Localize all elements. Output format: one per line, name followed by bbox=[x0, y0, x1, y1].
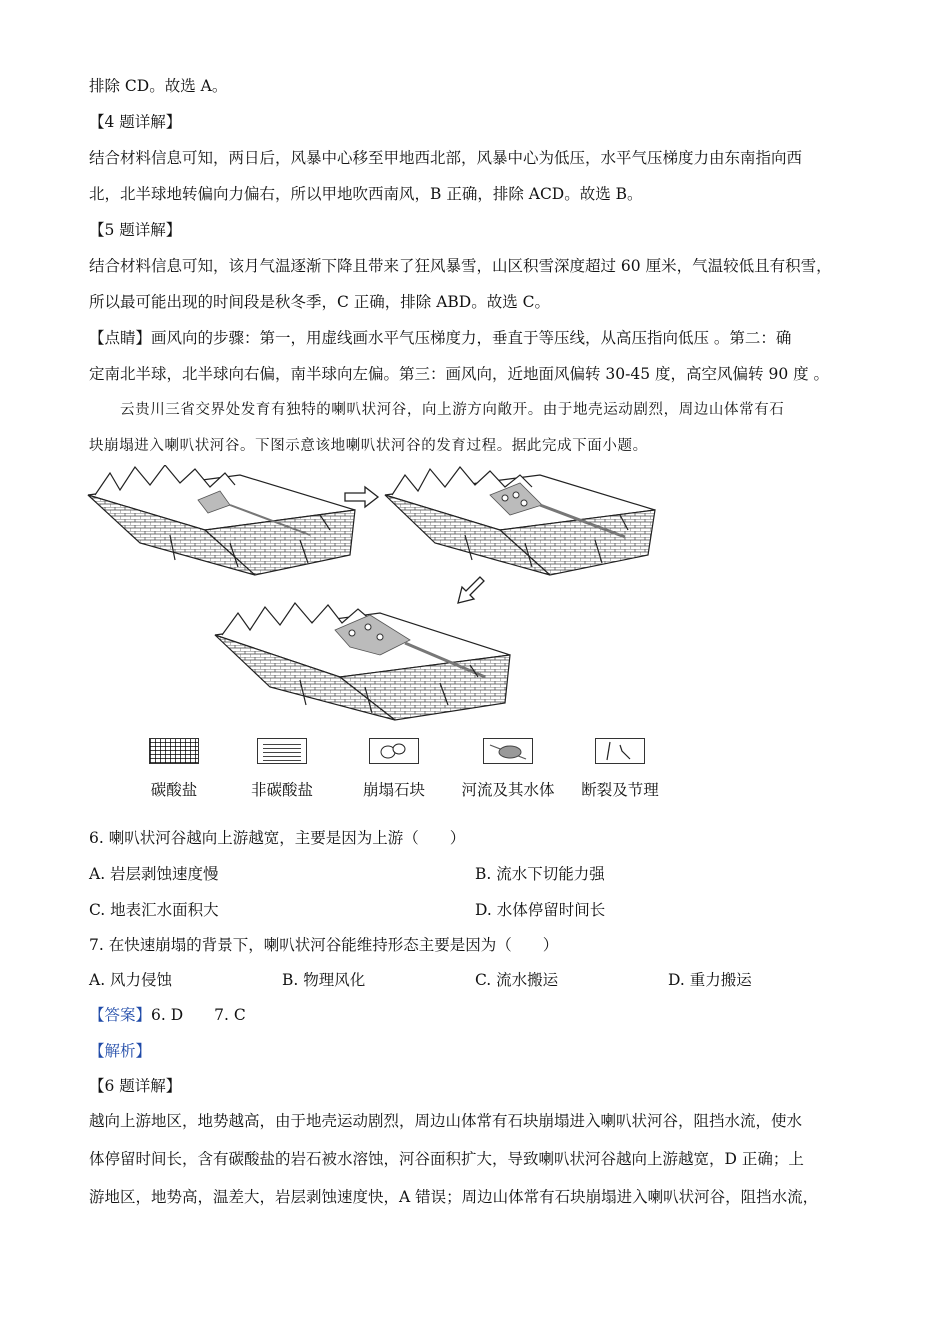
tip-line: 【点睛】画风向的步骤：第一，用虚线画水平气压梯度力，垂直于等压线，从高压指向低压 。第二：确 bbox=[89, 329, 792, 347]
intro-line: 块崩塌进入喇叭状河谷。下图示意该地喇叭状河谷的发育过程。据此完成下面小题。 bbox=[89, 438, 648, 454]
river-swatch-icon bbox=[483, 738, 533, 764]
section-heading: 【5 题详解】 bbox=[89, 221, 182, 239]
text-line: 越向上游地区，地势越高，由于地壳运动剧烈，周边山体常有石块崩塌进入喇叭状河谷，阻挡水流，使水 bbox=[89, 1112, 803, 1130]
text-line: 游地区，地势高，温差大，岩层剥蚀速度快，A 错误；周边山体常有石块崩塌进入喇叭状河谷，阻挡水流， bbox=[89, 1188, 819, 1206]
intro-line: 云贵川三省交界处发育有独特的喇叭状河谷，向上游方向敞开。由于地壳运动剧烈，周边山体常有石 bbox=[120, 402, 785, 418]
question-6-stem: 6. 喇叭状河谷越向上游越宽，主要是因为上游（ ） bbox=[89, 829, 466, 847]
legend-carbonate bbox=[114, 738, 234, 800]
q7-option-a: A. 风力侵蚀 bbox=[89, 971, 173, 989]
tip-line: 定南北半球，北半球向右偏，南半球向左偏。第三：画风向，近地面风偏转 30-45 度，高空风偏转 90 度 。 bbox=[89, 365, 830, 383]
legend-label: 碳酸盐 bbox=[150, 781, 198, 799]
legend-fault bbox=[560, 738, 680, 800]
q7-option-b: B. 物理风化 bbox=[282, 971, 366, 989]
q7-option-d: D. 重力搬运 bbox=[668, 971, 752, 989]
block-stage-2 bbox=[385, 467, 655, 575]
legend-label: 崩塌石块 bbox=[362, 781, 425, 799]
question-7-stem: 7. 在快速崩塌的背景下，喇叭状河谷能维持形态主要是因为（ ） bbox=[89, 936, 559, 954]
section-heading: 【4 题详解】 bbox=[89, 113, 182, 131]
non-carbonate-swatch-icon bbox=[257, 738, 307, 764]
valley-development-figure bbox=[80, 465, 700, 725]
rock-swatch-icon bbox=[369, 738, 419, 764]
arrow-down-left-icon bbox=[458, 577, 484, 603]
legend-collapse-rock bbox=[334, 738, 454, 800]
text-line: 排除 CD。故选 A。 bbox=[89, 77, 228, 95]
answer-text: 6. D 7. C bbox=[151, 1006, 246, 1024]
legend-non-carbonate bbox=[222, 738, 342, 800]
text-line: 结合材料信息可知，该月气温逐渐下降且带来了狂风暴雪，山区积雪深度超过 60 厘米，气温较低且有积雪， bbox=[89, 257, 832, 275]
block-stage-3 bbox=[215, 603, 510, 720]
carbonate-swatch-icon bbox=[149, 738, 199, 764]
answer-line bbox=[89, 1005, 246, 1025]
legend-river bbox=[448, 738, 568, 800]
text-line: 所以最可能出现的时间段是秋冬季，C 正确，排除 ABD。故选 C。 bbox=[89, 293, 551, 311]
analysis-label: 【解析】 bbox=[89, 1042, 152, 1060]
section-heading: 【6 题详解】 bbox=[89, 1077, 182, 1095]
block-stage-1 bbox=[88, 465, 355, 575]
text-line: 体停留时间长，含有碳酸盐的岩石被水溶蚀，河谷面积扩大，导致喇叭状河谷越向上游越宽，D 正确；上 bbox=[89, 1150, 804, 1168]
arrow-right-icon bbox=[345, 487, 378, 507]
text-line: 结合材料信息可知，两日后，风暴中心移至甲地西北部，风暴中心为低压，水平气压梯度力由东南指向西 bbox=[89, 149, 803, 167]
legend-label: 河流及其水体 bbox=[461, 781, 555, 799]
q7-option-c: C. 流水搬运 bbox=[475, 971, 559, 989]
q6-option-b: B. 流水下切能力强 bbox=[475, 865, 605, 883]
q6-option-a: A. 岩层剥蚀速度慢 bbox=[89, 865, 219, 883]
answer-label: 【答案】 bbox=[89, 1006, 152, 1024]
fault-swatch-icon bbox=[595, 738, 645, 764]
q6-option-d: D. 水体停留时间长 bbox=[475, 901, 606, 919]
legend-label: 非碳酸盐 bbox=[250, 781, 313, 799]
q6-option-c: C. 地表汇水面积大 bbox=[89, 901, 219, 919]
legend-label: 断裂及节理 bbox=[581, 781, 659, 799]
text-line: 北，北半球地转偏向力偏右，所以甲地吹西南风，B 正确，排除 ACD。故选 B。 bbox=[89, 185, 643, 203]
